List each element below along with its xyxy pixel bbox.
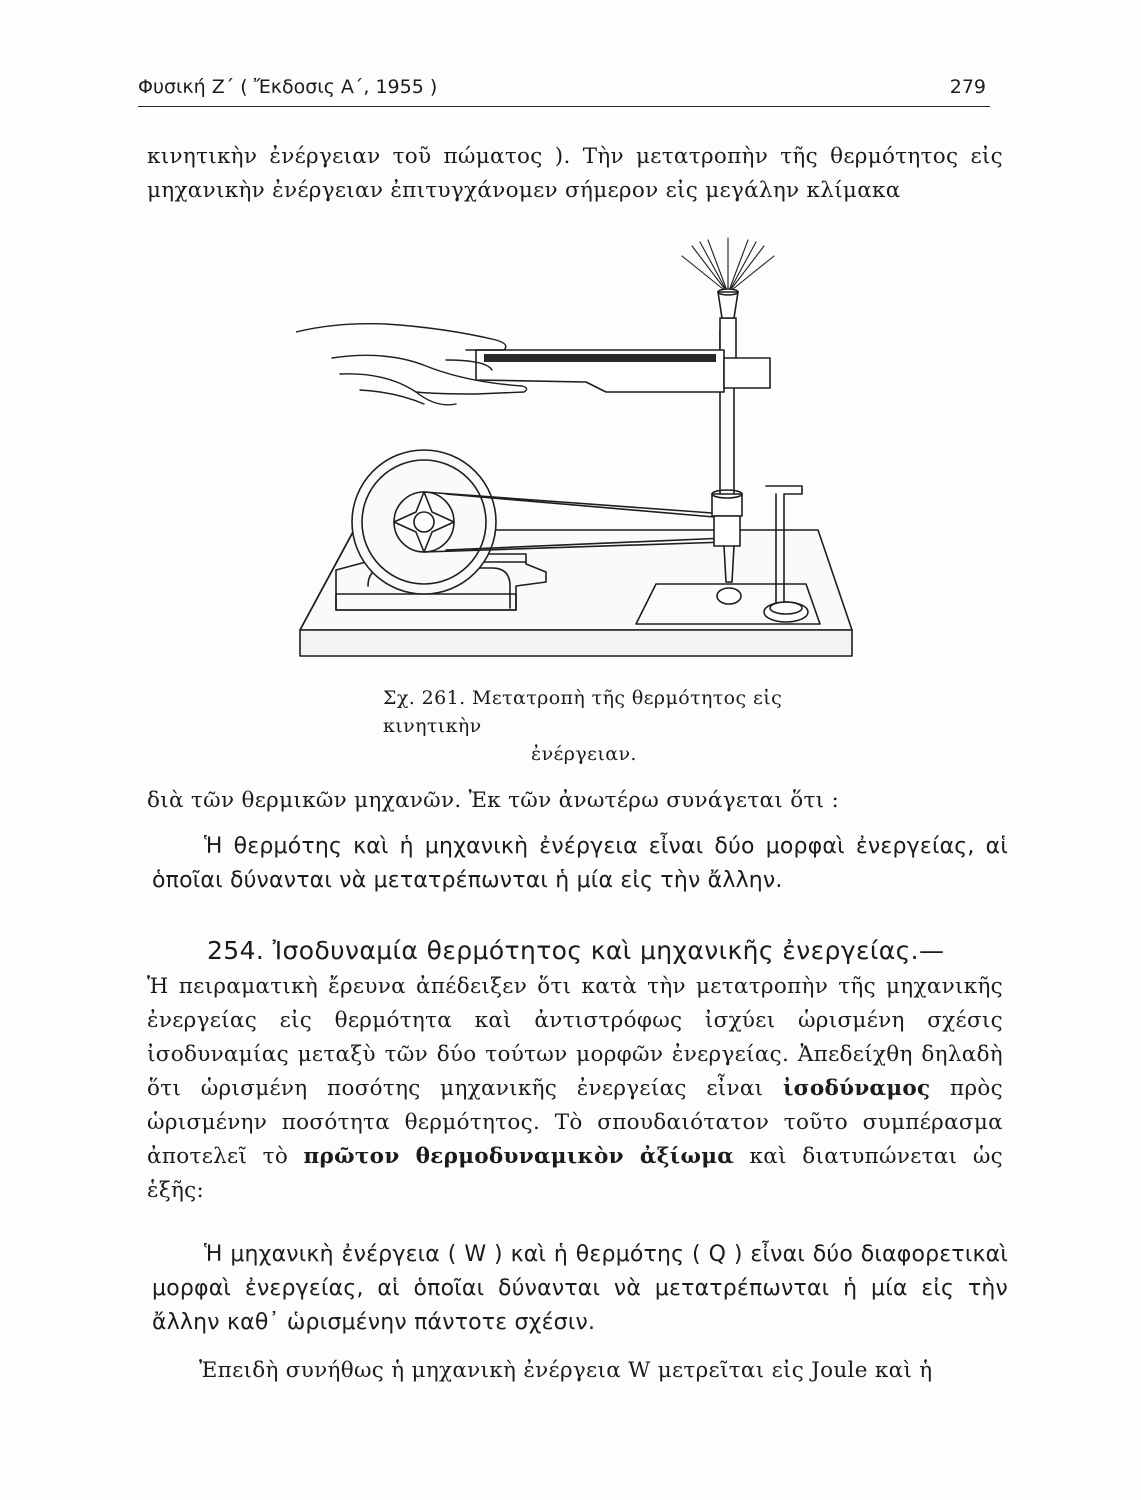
law-statement-2: Ἡ μηχανικὴ ἐνέργεια ( W ) καὶ ἡ θερμότης ( Q ) εἶναι δύο διαφορετικαὶ μορφαὶ ἐνεργείας, αἱ ὁποῖαι δύνανται νὰ μετατρέπωνται ἡ μία εἰς τὴν ἄλλην καθ᾽ ὡρισμένην πάντοτε σχέσιν. (152, 1242, 1008, 1335)
intro-paragraph: κινητικὴν ἐνέργειαν τοῦ πώματος ). Τὴν μετατροπὴν τῆς θερμότητος εἰς μηχανικὴν ἐνέργειαν ἐπιτυγχάνομεν σήμερον εἰς μεγάλην κλίμακα (147, 144, 1003, 203)
header-title: Φυσική Ζ΄ ( Ἔκδοσις Α΄, 1955 ) (138, 76, 438, 98)
apparatus-figure (296, 232, 856, 672)
page-number: 279 (949, 76, 986, 98)
section-body-3: καὶ διατυπώνεται ὡς ἑξῆς: (147, 1144, 1004, 1203)
section-254 (147, 932, 1003, 1208)
bold-term-first-law: πρῶτον θερμοδυναμικὸν ἀξίωμα (303, 1144, 735, 1169)
running-header (138, 72, 990, 107)
conclusion-paragraph: διὰ τῶν θερμικῶν μηχανῶν. Ἐκ τῶν ἀνωτέρω συνάγεται ὅτι : (147, 788, 840, 813)
figure-caption (383, 684, 863, 768)
caption-line-1: Μετατροπὴ τῆς θερμότητος εἰς κινητικὴν (383, 687, 783, 737)
flywheel (352, 450, 496, 594)
steam-spray (682, 238, 774, 289)
section-body-1: Ἡ πειραματικὴ ἔρευνα ἀπέδειξεν ὅτι κατὰ τὴν μετατροπὴν τῆς μηχανικῆς ἐνεργείας εἰς θερμότητα καὶ ἀντιστρόφως ἰσχύει ὡρισμένη σχέσις ἰσοδυναμίας μεταξὺ τῶν δύο τούτων μορφῶν ἐνεργείας. Ἀπεδείχθη δηλαδὴ ὅτι ὡρισμένη ποσότης μηχανικῆς ἐνεργείας εἶναι (147, 974, 1003, 1101)
section-heading: 254. Ἰσοδυναμία θερμότητος καὶ μηχανικῆς ἐνεργείας.— (207, 936, 945, 965)
bold-term-isodynamos: ἰσοδύναμος (782, 1076, 931, 1101)
figure-label: Σχ. 261. (383, 687, 466, 709)
law-statement-1: Ἡ θερμότης καὶ ἡ μηχανικὴ ἐνέργεια εἶναι δύο μορφαὶ ἐνεργείας, αἱ ὁποῖαι δύνανται νὰ μετατρέπωνται ἡ μία εἰς τὴν ἄλλην. (152, 834, 1008, 893)
caption-line-2: ἐνέργειαν. (531, 743, 637, 765)
final-paragraph: Ἐπειδὴ συνήθως ἡ μηχανικὴ ἐνέργεια W μετρεῖται εἰς Joule καὶ ἡ (199, 1358, 933, 1383)
section-body-2: πρὸς ὡρισμένην ποσότητα θερμότητος. Τὸ σπουδαιότατον τοῦτο συμπέρασμα ἀποτελεῖ τὸ (147, 1076, 1003, 1169)
